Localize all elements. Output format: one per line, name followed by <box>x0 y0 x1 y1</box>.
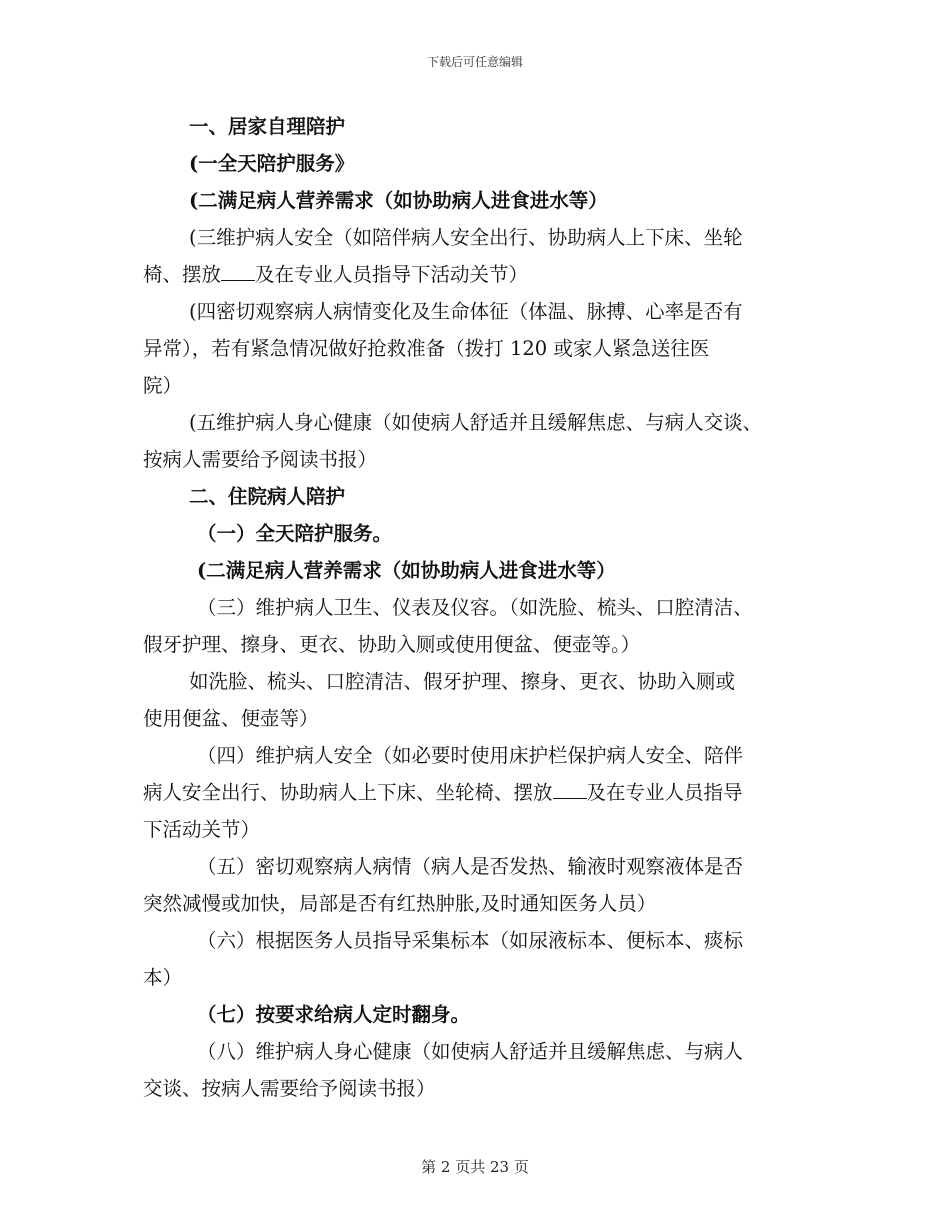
section-2-item-3-line-4: 使用便盆、便壶等） <box>143 707 319 730</box>
section-1-item-1: (一全天陪护服务》 <box>189 152 355 175</box>
section-1-item-4-line-2: 异常），若有紧急情况做好抢救准备（拨打 120 或家人紧急送往医 <box>143 337 710 360</box>
section-2-item-6-line-2: 本） <box>143 966 183 989</box>
section-2-item-2: (二满足病人营养需求（如协助病人进食进水等） <box>197 559 616 582</box>
section-2-item-4-line-2 <box>143 774 823 811</box>
section-1-item-4-line-1: (四密切观察病人病情变化及生命体征（体温、脉搏、心率是否有 <box>189 300 743 323</box>
text-segment: 及在专业人员指导 <box>586 781 743 804</box>
section-1-item-2: (二满足病人营养需求（如协助病人进食进水等） <box>189 189 608 212</box>
section-2-item-3-line-1: （三）维护病人卫生、仪表及仪容。（如洗脸、梳头、口腔清洁、 <box>197 596 753 619</box>
section-1-item-5-line-1: (五维护病人身心健康（如使病人舒适并且缓解焦虑、与病人交谈、 <box>189 411 763 434</box>
section-1-item-5-line-2: 按病人需要给予阅读书报） <box>143 448 378 471</box>
section-2-item-1: （一）全天陪护服务。 <box>197 522 393 545</box>
document-body <box>143 108 823 1107</box>
text-segment: 及在专业人员指导下活动关节） <box>255 263 529 286</box>
section-1-item-3-line-2 <box>143 256 823 293</box>
section-2-item-5-line-1: （五）密切观察病人病情（病人是否发热、输液时观察液体是否 <box>197 855 744 878</box>
blank-underline <box>221 262 255 281</box>
section-2-title: 二、住院病人陪护 <box>189 485 346 508</box>
section-2-item-8-line-2: 交谈、按病人需要给予阅读书报） <box>143 1077 436 1100</box>
blank-underline <box>553 780 587 799</box>
section-2-item-6-line-1: （六）根据医务人员指导采集标本（如尿液标本、便标本、痰标 <box>197 929 744 952</box>
page-header: 下载后可任意编辑 <box>426 55 523 69</box>
section-1-item-4-line-3: 院） <box>143 374 183 397</box>
section-2-item-7: （七）按要求给病人定时翻身。 <box>197 1003 471 1026</box>
section-1-item-3-line-1: (三维护病人安全（如陪伴病人安全出行、协助病人上下床、坐轮 <box>189 226 743 249</box>
page-footer: 第 2 页共 23 页 <box>421 1158 529 1176</box>
section-2-item-4-line-1: （四）维护病人安全（如必要时使用床护栏保护病人安全、陪伴 <box>197 744 744 767</box>
section-2-item-8-line-1: （八）维护病人身心健康（如使病人舒适并且缓解焦虑、与病人 <box>197 1040 744 1063</box>
text-segment: 病人安全出行、协助病人上下床、坐轮椅、摆放 <box>143 781 553 804</box>
section-1-title: 一、居家自理陪护 <box>189 115 346 138</box>
text-segment: 椅、摆放 <box>143 263 222 286</box>
section-2-item-4-line-3: 下活动关节） <box>143 818 261 841</box>
section-2-item-3-line-3: 如洗脸、梳头、口腔清洁、假牙护理、擦身、更衣、协助入厕或 <box>189 670 736 693</box>
section-2-item-3-line-2: 假牙护理、擦身、更衣、协助入厕或使用便盆、便壶等。） <box>143 633 641 656</box>
section-2-item-5-line-2: 突然减慢或加快，局部是否有红热肿胀,及时通知医务人员） <box>143 892 657 915</box>
